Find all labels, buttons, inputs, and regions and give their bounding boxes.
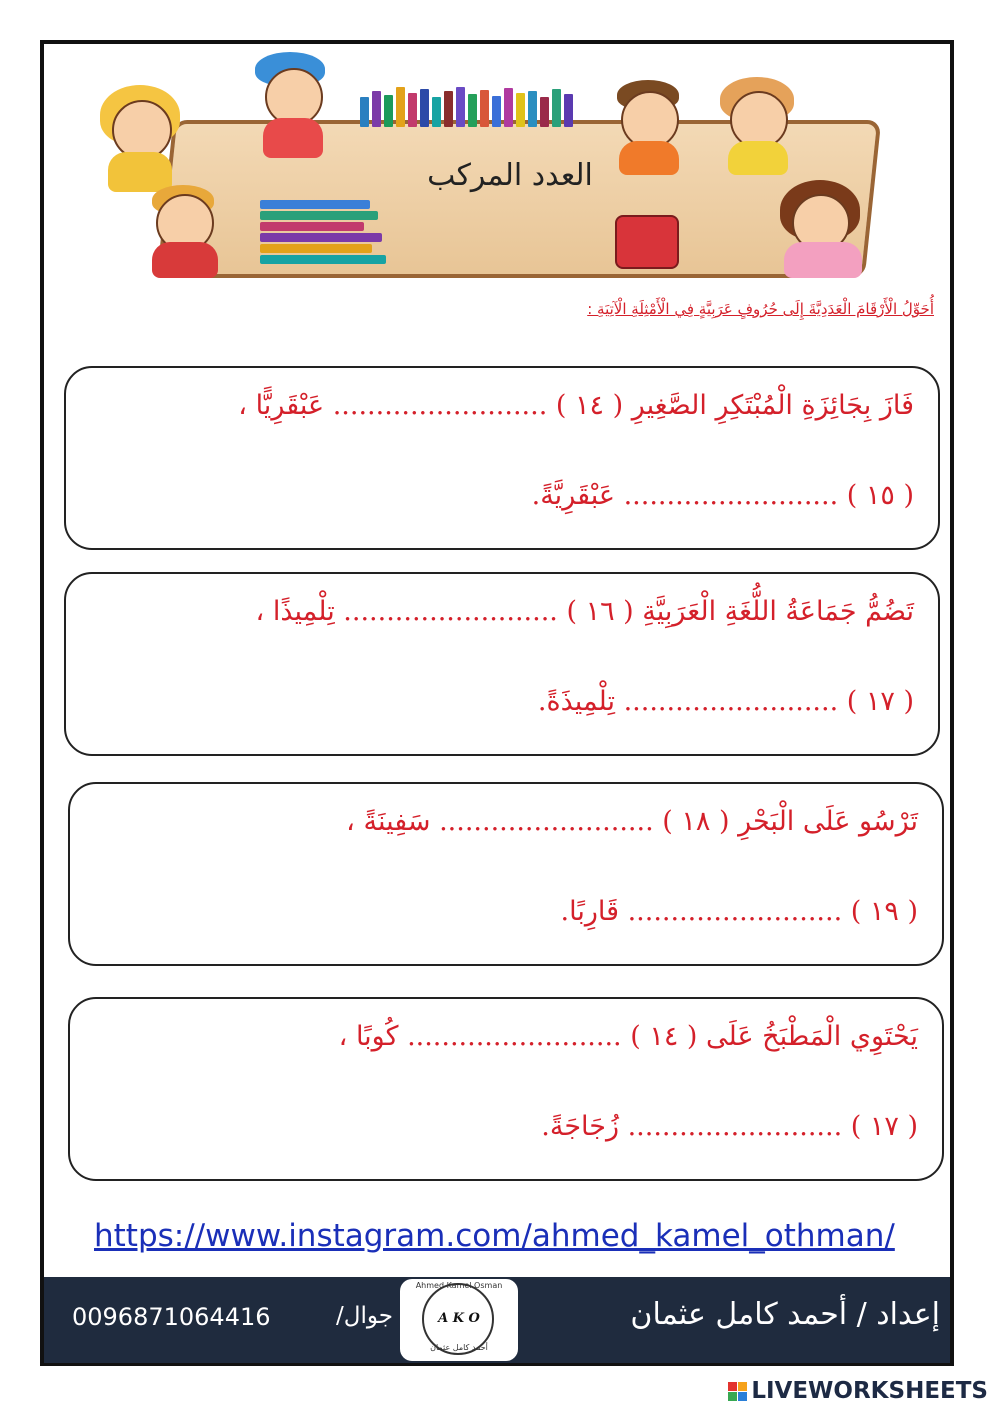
header-illustration — [70, 50, 940, 280]
sentence-box-3 — [68, 782, 944, 966]
sentence-box-2 — [64, 572, 940, 756]
author-credit: إعداد / أحمد كامل عثمان — [630, 1297, 940, 1332]
sentence-line[interactable]: يَحْتَوِي الْمَطْبَخُ عَلَى ( ١٤ ) ......................... كُوبًا ، — [338, 1021, 918, 1052]
liveworksheets-icon — [728, 1382, 747, 1401]
kid-boy-reading — [140, 180, 240, 280]
sentence-line[interactable]: ( ١٥ ) ......................... عَبْقَرِيَّةً. — [531, 480, 914, 511]
phone-number: 0096871064416 — [72, 1303, 271, 1331]
sentence-line[interactable]: تَضُمُّ جَمَاعَةُ اللُّغَةِ الْعَرَبِيَّةِ ( ١٦ ) ......................... تِلْمِيذًا ، — [255, 596, 914, 627]
sentence-line[interactable]: فَازَ بِجَائِزَةِ الْمُبْتَكِرِ الصَّغِيرِ ( ١٤ ) ......................... عَبْقَرِيًّا ، — [238, 390, 914, 421]
book-stack — [260, 200, 390, 266]
author-logo — [400, 1279, 518, 1361]
instruction-text: أُحَوِّلُ الْأَرْقَامَ الْعَدَدِيَّةَ إِلَى حُرُوفٍ عَرَبِيَّةٍ فِي الْأَمْثِلَةِ الْآتِيَةِ : — [587, 300, 934, 318]
page-title: العدد المركب — [427, 158, 593, 193]
kid-girl-left — [80, 80, 190, 190]
phone-label: جوال/ — [336, 1303, 393, 1329]
kid-boy-right — [605, 75, 695, 175]
kid-boy-cap — [245, 50, 345, 160]
watermark-text: LIVEWORKSHEETS — [751, 1378, 988, 1404]
logo-top-text: Ahmed Kamel Osman — [415, 1281, 503, 1290]
sentence-line[interactable]: ( ١٩ ) ......................... قَارِبًا. — [560, 896, 918, 927]
kid-girl-right — [710, 75, 810, 175]
footer-bar — [44, 1277, 950, 1363]
sentence-box-4 — [68, 997, 944, 1181]
watermark — [728, 1378, 988, 1404]
logo-bottom-text: أحمد كامل عثمان — [430, 1343, 488, 1352]
kid-girl-glasses — [770, 180, 880, 280]
logo-initials: A K O — [438, 1311, 480, 1326]
sentence-line[interactable]: ( ١٧ ) ......................... زُجَاجَةً. — [541, 1111, 918, 1142]
sentence-line[interactable]: تَرْسُو عَلَى الْبَحْرِ ( ١٨ ) ......................... سَفِينَةً ، — [346, 806, 918, 837]
instagram-link[interactable]: https://www.instagram.com/ahmed_kamel_othman/ — [94, 1218, 895, 1254]
book-shelf — [360, 85, 600, 127]
school-bag — [615, 215, 679, 269]
sentence-box-1 — [64, 366, 940, 550]
sentence-line[interactable]: ( ١٧ ) ......................... تِلْمِيذَةً. — [537, 686, 914, 717]
